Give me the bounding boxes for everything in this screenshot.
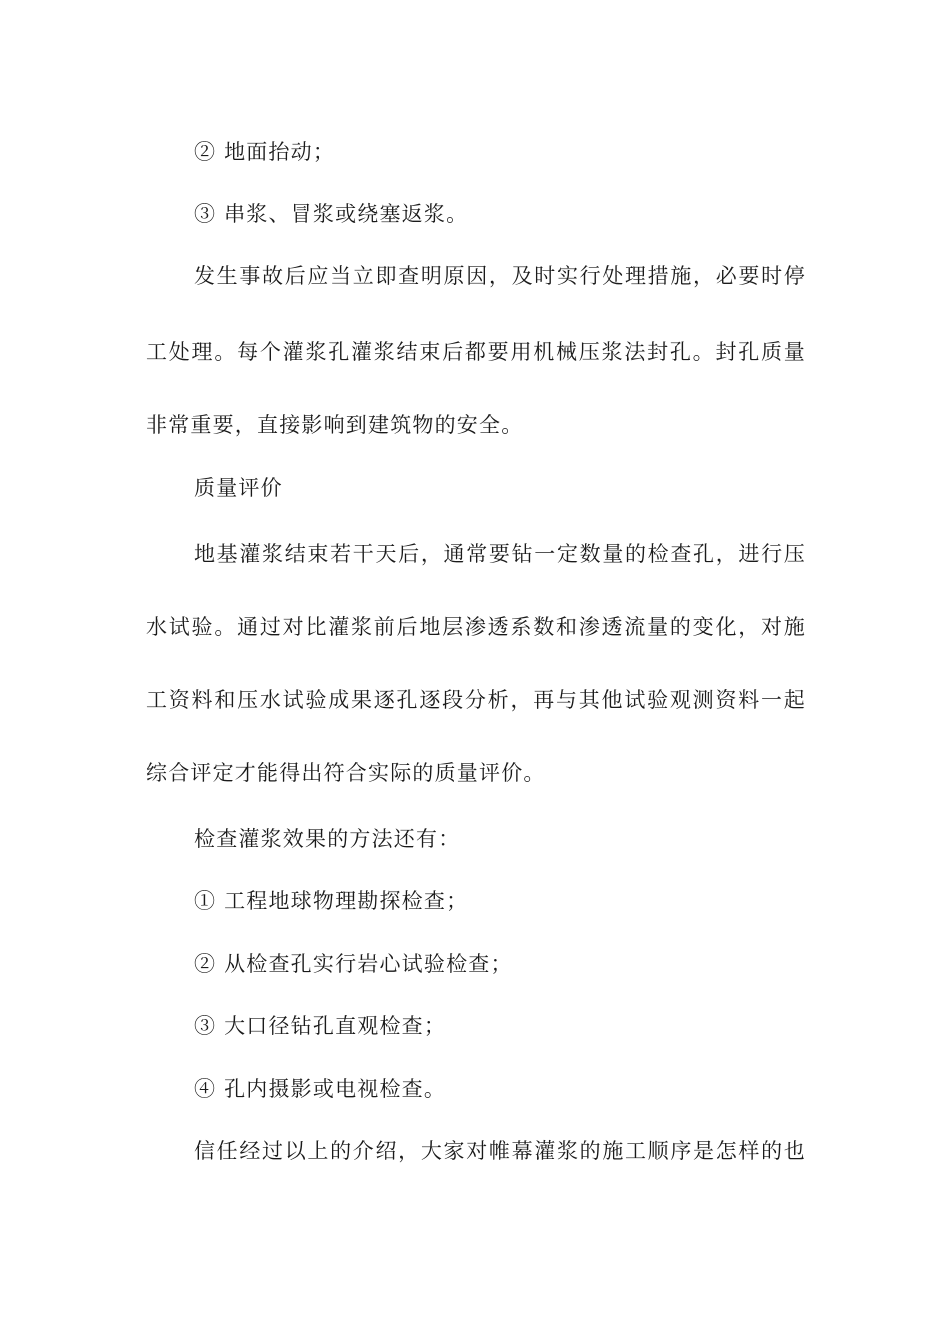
- paragraph-line: 非常重要，直接影响到建筑物的安全。: [146, 413, 524, 437]
- list-item-ground-uplift: ② 地面抬动；: [194, 140, 336, 164]
- paragraph-line: 信任经过以上的介绍，大家对帷幕灌浆的施工顺序是怎样的也: [194, 1139, 806, 1163]
- list-item-borehole-camera-check: ④ 孔内摄影或电视检查。: [194, 1077, 447, 1101]
- paragraph-line: 水试验。通过对比灌浆前后地层渗透系数和渗透流量的变化，对施: [146, 615, 806, 639]
- paragraph-line: 工处理。每个灌浆孔灌浆结束后都要用机械压浆法封孔。封孔质量: [146, 340, 806, 364]
- paragraph-line: 工资料和压水试验成果逐孔逐段分析，再与其他试验观测资料一起: [146, 688, 806, 712]
- paragraph-line: 检查灌浆效果的方法还有：: [194, 827, 461, 851]
- section-heading-quality-evaluation: 质量评价: [194, 476, 283, 500]
- paragraph-line: 地基灌浆结束若干天后，通常要钻一定数量的检查孔，进行压: [194, 542, 806, 566]
- list-item-large-borehole-check: ③ 大口径钻孔直观检查；: [194, 1014, 447, 1038]
- list-item-core-test-check: ② 从检查孔实行岩心试验检查；: [194, 952, 513, 976]
- list-item-geophysical-check: ① 工程地球物理勘探检查；: [194, 889, 469, 913]
- paragraph-line: 综合评定才能得出符合实际的质量评价。: [146, 761, 546, 785]
- list-item-grout-leakage: ③ 串浆、冒浆或绕塞返浆。: [194, 202, 469, 226]
- paragraph-line: 发生事故后应当立即查明原因，及时实行处理措施，必要时停: [194, 264, 806, 288]
